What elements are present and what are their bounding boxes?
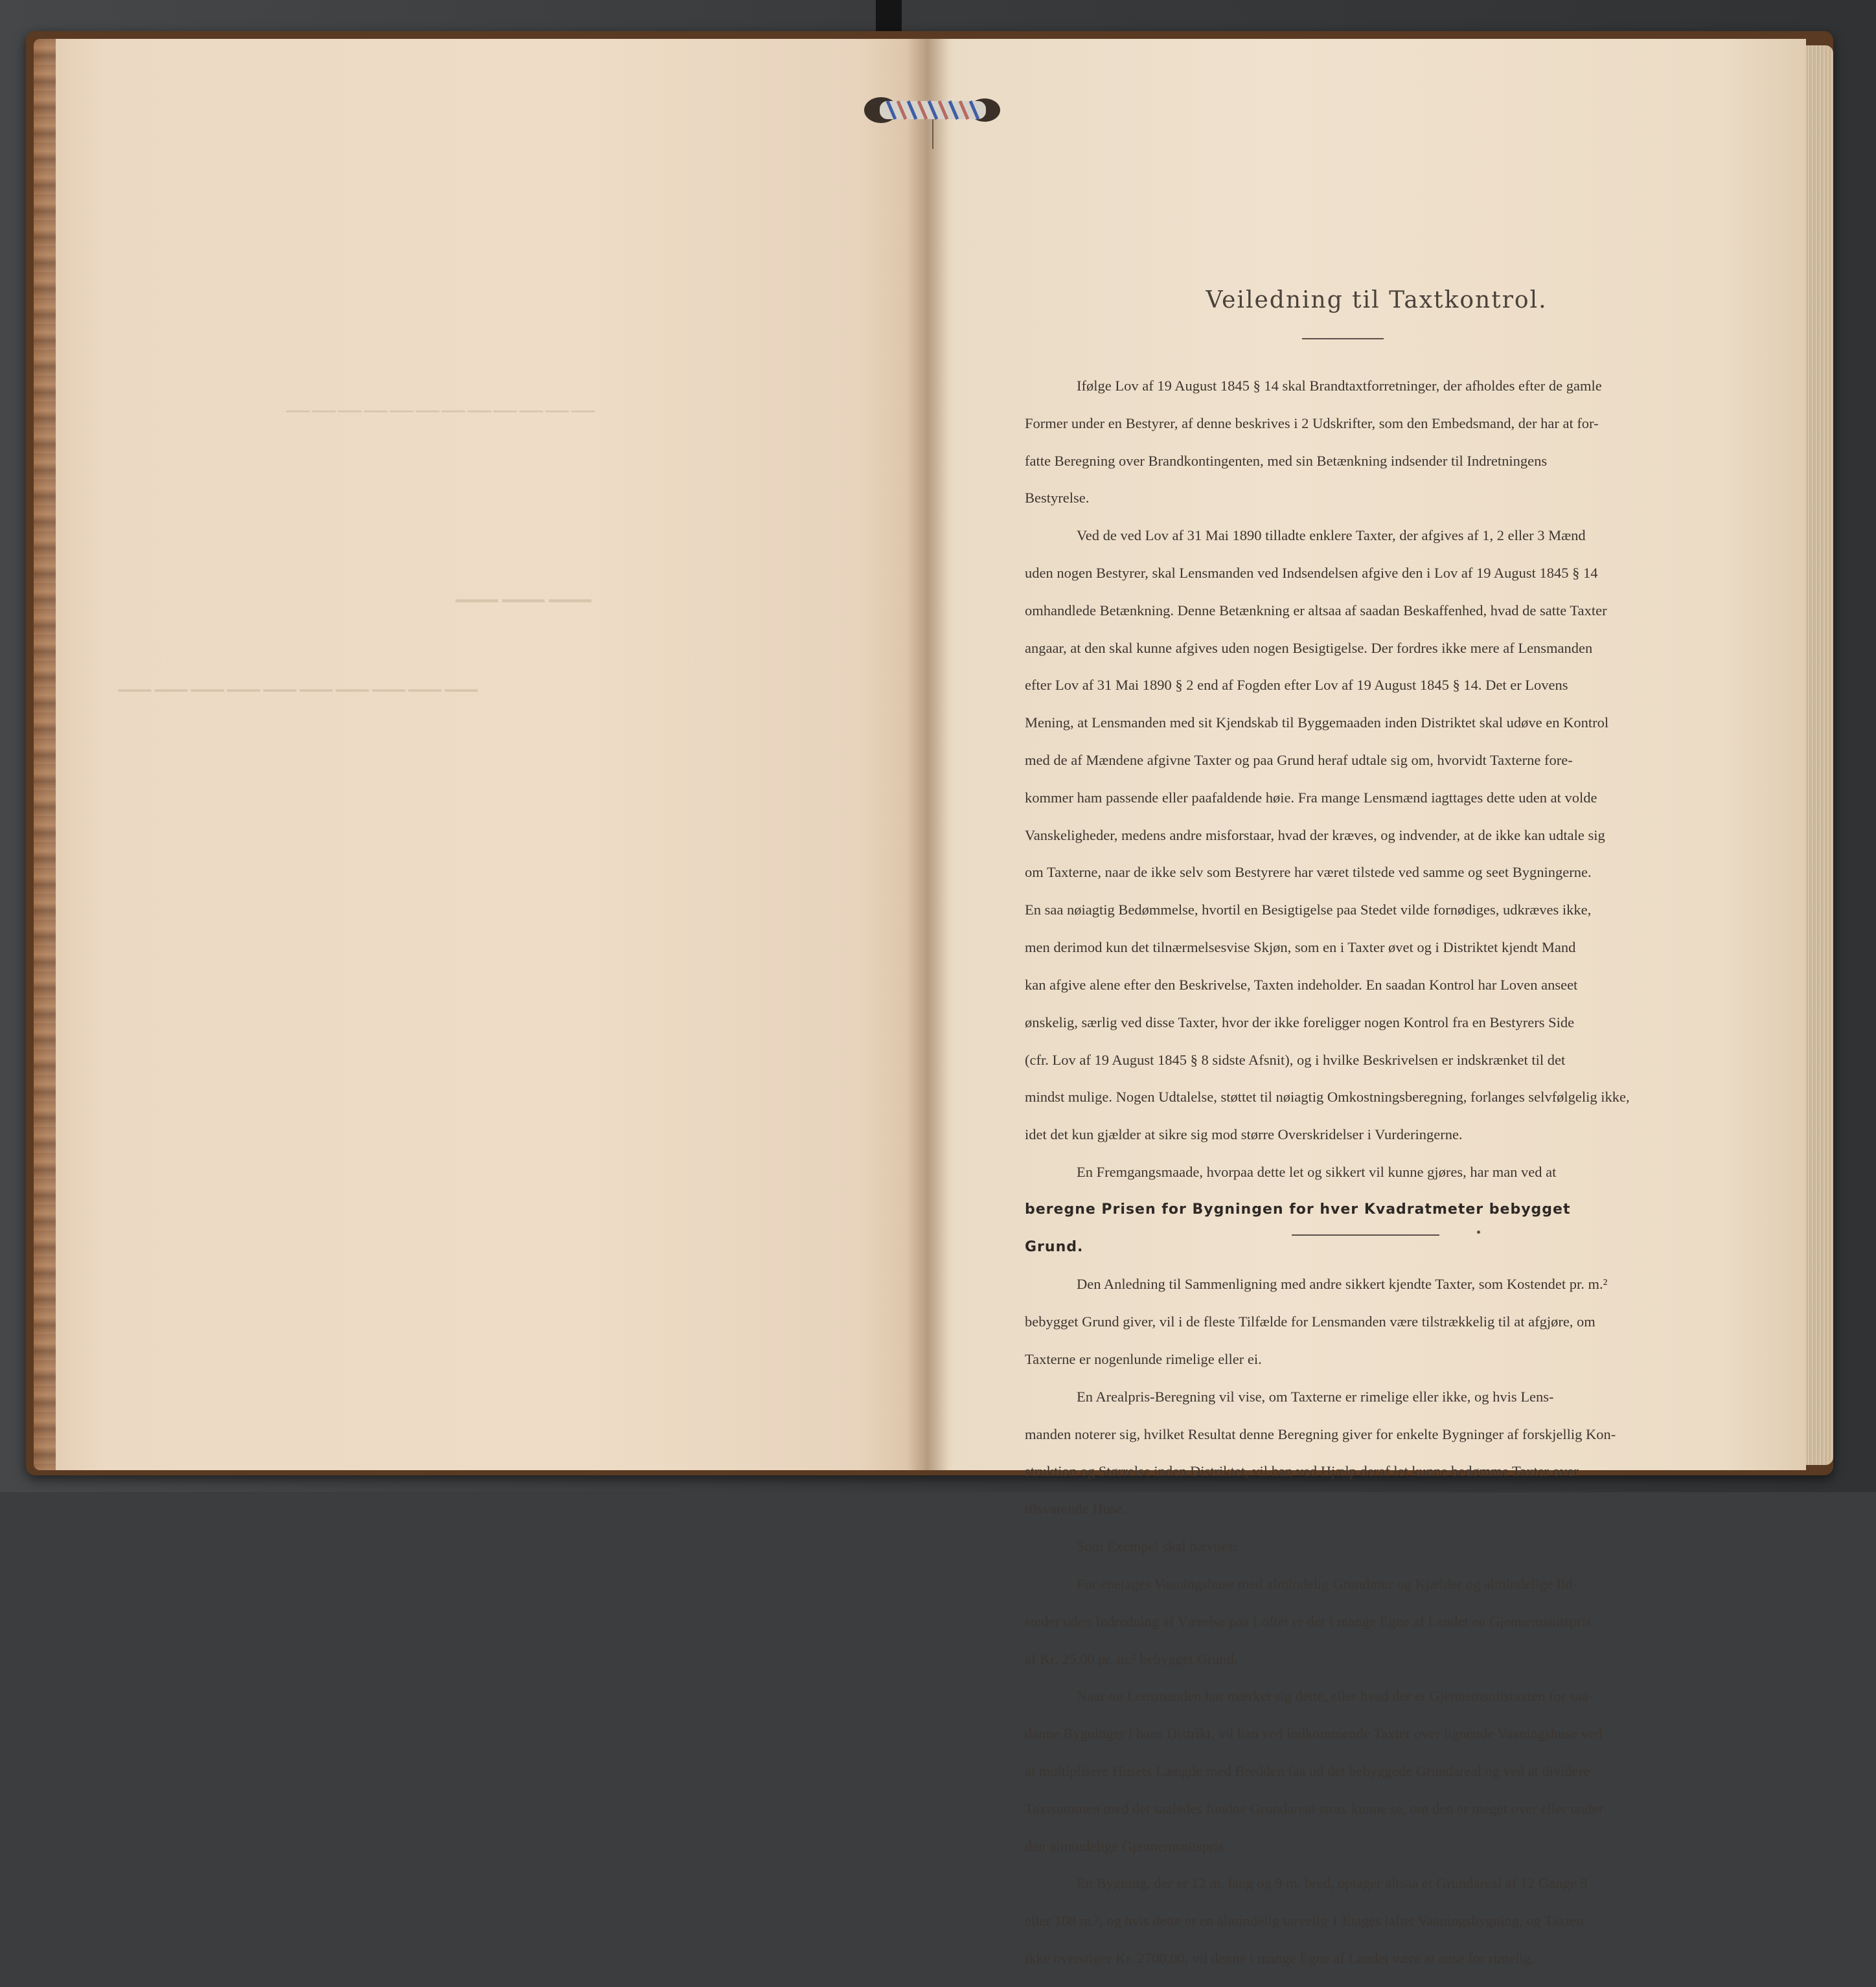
text-line: bebygget Grund giver, vil i de fleste Tilfælde for Lensmanden være tilstrækkelig til at afgjøre, om xyxy=(1025,1313,1596,1330)
text-line: om Taxterne, naar de ikke selv som Bestyrere har været tilstede ved samme og seet Bygningerne. xyxy=(1025,864,1592,881)
text-line: angaar, at den skal kunne afgives uden nogen Besigtigelse. Der fordres ikke mere af Lensmanden xyxy=(1025,639,1593,656)
bold-text-line: beregne Prisen for Bygningen for hver Kvadratmeter bebygget xyxy=(1025,1201,1571,1218)
page-title: Veiledning til Taxtkontrol. xyxy=(1206,287,1548,313)
text-line: danne Bygninger i hans Distrikt, vil han ved indkommende Taxter over lignende Vaaningshuse ved xyxy=(1025,1725,1603,1742)
text-line: efter Lov af 31 Mai 1890 § 2 end af Fogden efter Lov af 19 August 1845 § 14. Det er Lovens xyxy=(1025,677,1568,694)
left-page xyxy=(34,39,928,1470)
text-line: tilsvarende Huse. xyxy=(1025,1501,1127,1517)
text-line: For enetages Vaaningshuse med almindelig Grundmur og Kjælder og almindelige Ild- xyxy=(1077,1575,1578,1592)
show-through-ink: ——— xyxy=(453,570,593,624)
text-line: Former under en Bestyrer, af denne beskrives i 2 Udskrifter, som den Embedsmand, der har at for- xyxy=(1025,414,1599,431)
text-line: Ifølge Lov af 19 August 1845 § 14 skal Brandtaxtforretninger, der afholdes efter de gamle xyxy=(1077,377,1602,394)
text-line: Taxtsummen med det saaledes fundne Grundareal strax kunne se, om den er meget over eller under xyxy=(1025,1800,1604,1817)
text-line: kan afgive alene efter den Beskrivelse, Taxten indeholder. En saadan Kontrol har Loven anseet xyxy=(1025,976,1578,993)
text-line: Ved de ved Lov af 31 Mai 1890 tilladte enklere Taxter, der afgives af 1, 2 eller 3 Mænd xyxy=(1077,527,1586,544)
text-line: den almindelige Gjennemsnitspris. xyxy=(1025,1837,1228,1854)
page-stack-edge xyxy=(1806,45,1833,1465)
left-page-worn-edge xyxy=(34,39,56,1470)
text-line: idet det kun gjælder at sikre sig mod større Overskridelser i Vurderingerne. xyxy=(1025,1126,1463,1143)
end-dot xyxy=(1477,1231,1480,1234)
text-line: (cfr. Lov af 19 August 1845 § 8 sidste Afsnit), og i hvilke Beskrivelsen er indskrænket til det xyxy=(1025,1051,1566,1068)
text-line: fatte Beregning over Brandkontingenten, med sin Betænkning indsender til Indretningens xyxy=(1025,452,1548,469)
text-line: uden nogen Bestyrer, skal Lensmanden ved Indsendelsen afgive den i Lov af 19 August 1845 § 14 xyxy=(1025,564,1598,581)
text-line: at multiplisere Husets Længde med Bredden faa ud det bebyggede Grundareal og ved at dividere xyxy=(1025,1762,1590,1779)
text-line: mindst mulige. Nogen Udtalelse, støttet til nøiagtig Omkostningsberegning, forlanges selvfølgelig ikke, xyxy=(1025,1089,1630,1106)
text-line: Mening, at Lensmanden med sit Kjendskab til Byggemaaden inden Distriktet skal udøve en Kontrol xyxy=(1025,714,1609,731)
gutter-shadow xyxy=(907,39,948,1470)
text-line: Taxterne er nogenlunde rimelige eller ei. xyxy=(1025,1351,1262,1368)
text-line: Bestyrelse. xyxy=(1025,490,1090,506)
text-line: En Fremgangsmaade, hvorpaa dette let og sikkert vil kunne gjøres, har man ved at xyxy=(1077,1163,1557,1180)
text-line: Naar nu Lensmanden har mærket sig dette, eller hvad der er Gjennemsnitstaxten for saa- xyxy=(1077,1688,1594,1705)
text-line: med de af Mændene afgivne Taxter og paa Grund heraf udtale sig om, hvorvidt Taxterne fore- xyxy=(1025,752,1573,769)
text-line: En Arealpris-Beregning vil vise, om Taxterne er rimelige eller ikke, og hvis Lens- xyxy=(1077,1388,1554,1405)
binding-stitch xyxy=(862,92,1004,150)
text-line: omhandlede Betænkning. Denne Betænkning er altsaa af saadan Beskaffenhed, hvad de satte Taxter xyxy=(1025,602,1607,619)
text-line: af Kr. 25,00 pr. m.² bebygget Grund. xyxy=(1025,1650,1238,1667)
text-line: kommer ham passende eller paafaldende høie. Fra mange Lensmænd iagttages dette uden at volde xyxy=(1025,789,1597,806)
text-line: eller 108 m.², og hvis dette er en almindelig tarvelig 1 Etages laftet Vaaningsbygning, og Taxten xyxy=(1025,1913,1584,1929)
end-rule xyxy=(1292,1234,1439,1236)
text-line: men derimod kun det tilnærmelsesvise Skjøn, som en i Taxter øvet og i Distriktet kjendt Mand xyxy=(1025,939,1576,956)
text-line: Vanskeligheder, medens andre misforstaar, hvad der kræves, og indvender, at de ikke kan udtale sig xyxy=(1025,826,1605,843)
text-line: ikke overstiger Kr. 2700,00, vil denne i mange Egne af Landet være at anse for rimelig. xyxy=(1025,1950,1535,1967)
text-line: En saa nøiagtig Bedømmelse, hvortil en Besigtigelse paa Stedet vilde fornødiges, udkræves ikke, xyxy=(1025,902,1592,918)
text-line: En Bygning, der er 12 m. lang og 9 m. bred, optager altsaa et Grundareal af 12 Gange 9 xyxy=(1077,1875,1588,1892)
bold-text-line: Grund. xyxy=(1025,1238,1084,1255)
text-line: manden noterer sig, hvilket Resultat denne Beregning giver for enkelte Bygninger af forskjellig Kon- xyxy=(1025,1425,1616,1442)
text-line: ønskelig, særlig ved disse Taxter, hvor der ikke foreligger nogen Kontrol fra en Bestyrers Side xyxy=(1025,1014,1575,1030)
text-line: Den Anledning til Sammenligning med andre sikkert kjendte Taxter, som Kostendet pr. m.² xyxy=(1077,1276,1608,1293)
text-line: Som Exempel skal nævnes: xyxy=(1077,1538,1238,1555)
title-rule xyxy=(1302,338,1384,339)
body-text xyxy=(1025,358,1699,1987)
show-through-ink: ———————————— xyxy=(285,395,596,425)
show-through-ink: —————————— xyxy=(117,667,479,709)
text-line: struktion og Størrelse inden Distriktet, vil han ved Hjælp deraf let kunne bedømme Taxter over xyxy=(1025,1463,1579,1480)
text-line: steder uden Indredning af Værelse paa Loftet er der i mange Egne af Landet en Gjennemsnitspris xyxy=(1025,1613,1592,1629)
